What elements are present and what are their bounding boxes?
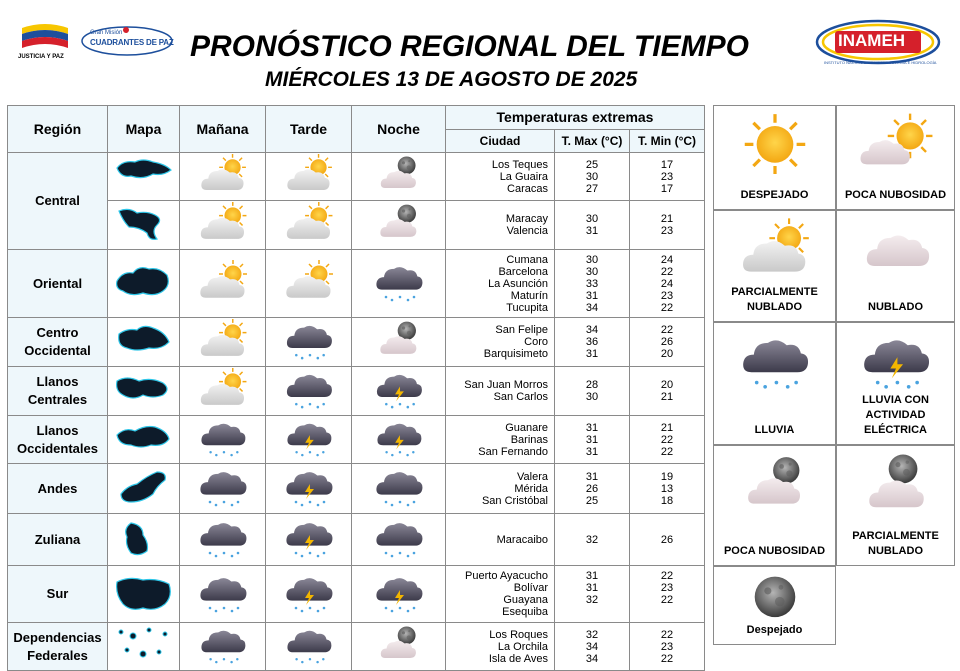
legend-label: POCA NUBOSIDAD (723, 545, 826, 557)
table-row (8, 514, 705, 566)
col-header-temps: Temperaturas extremas (446, 106, 705, 130)
col-header-region: Región (8, 106, 108, 153)
temp-min-value: 24 (660, 253, 674, 266)
city-name-value: La Asunción (488, 277, 548, 290)
temp-min (630, 464, 705, 514)
city-name (446, 318, 555, 367)
rain-cloud-icon (370, 546, 428, 563)
table-row (8, 318, 705, 367)
legend-item (713, 445, 836, 566)
temp-max-value: 34 (585, 640, 599, 653)
rain-cloud-icon (280, 348, 338, 365)
forecast-night-cell (352, 416, 446, 464)
city-name-value: Bolívar (513, 582, 548, 594)
temp-min (630, 367, 705, 416)
rain-cloud-icon (734, 329, 816, 396)
forecast-morning-cell (180, 201, 266, 250)
city-name-value: Barcelona (498, 265, 548, 278)
region-map (108, 464, 180, 514)
city-name-value: Maturín (510, 289, 548, 302)
col-header-city: Ciudad (446, 129, 555, 153)
city-name-value: San Fernando (478, 445, 548, 458)
rain-cloud-icon (194, 495, 252, 512)
region-name: Llanos Centrales (8, 367, 108, 416)
moon-cloud-icon (370, 348, 428, 365)
forecast-night-cell (352, 566, 446, 623)
temp-max-value: 34 (585, 652, 599, 665)
forecast-night-cell (352, 514, 446, 566)
col-header-afternoon: Tarde (266, 106, 352, 153)
temp-min-value: 22 (660, 594, 674, 606)
temp-min-value: 23 (660, 289, 674, 302)
temp-min (630, 250, 705, 318)
temp-min-value: 22 (660, 265, 674, 278)
moon-small-cloud-icon (855, 452, 937, 519)
table-row (8, 416, 705, 464)
region-name: Llanos Occidentales (8, 416, 108, 464)
temp-min-value: 21 (660, 421, 674, 434)
temp-min-value: 26 (660, 533, 674, 546)
partly-sunny-cloud-icon (194, 348, 252, 365)
city-name (446, 201, 555, 250)
temp-max-value: 31 (585, 570, 599, 582)
region-map (108, 416, 180, 464)
temp-min-value: 23 (660, 582, 674, 594)
region-name: Andes (8, 464, 108, 514)
city-name-value: Puerto Ayacucho (465, 570, 548, 582)
legend-label: PARCIALMENTE NUBLADO (731, 286, 818, 313)
temp-min-value: 21 (660, 213, 674, 225)
city-name-value: Valera (517, 470, 548, 483)
partly-sunny-cloud-icon (194, 182, 252, 199)
forecast-afternoon-cell (266, 367, 352, 416)
temp-min-value (630, 606, 704, 618)
temp-max-value: 31 (585, 421, 599, 434)
temp-max (555, 416, 630, 464)
forecast-night-cell (352, 250, 446, 318)
city-name-value: San Felipe (495, 324, 548, 336)
temp-max-value: 30 (585, 170, 599, 183)
temp-max-value: 30 (585, 391, 599, 403)
legend-item (713, 566, 836, 645)
temp-min (630, 318, 705, 367)
table-row (8, 367, 705, 416)
page-title: PRONÓSTICO REGIONAL DEL TIEMPO (190, 30, 749, 63)
city-name (446, 153, 555, 201)
rain-cloud-icon (280, 652, 338, 669)
forecast-afternoon-cell (266, 464, 352, 514)
forecast-night-cell (352, 623, 446, 671)
city-name-value: Guayana (503, 594, 548, 606)
region-name: Zuliana (8, 514, 108, 566)
legend-item (836, 210, 955, 322)
table-row (8, 623, 705, 671)
region-name: Central (8, 153, 108, 250)
temp-max-value: 34 (585, 301, 599, 314)
table-row (8, 250, 705, 318)
legend-item (836, 105, 955, 210)
storm-cloud-icon (370, 445, 428, 462)
temp-min (630, 416, 705, 464)
forecast-night-cell (352, 318, 446, 367)
page-date: MIÉRCOLES 13 DE AGOSTO DE 2025 (265, 68, 638, 91)
city-name-value: Guanare (505, 421, 548, 434)
temp-max-value: 31 (585, 433, 599, 446)
moon-cloud-icon (370, 231, 428, 248)
partly-sunny-cloud-icon (280, 231, 338, 248)
forecast-morning-cell (180, 623, 266, 671)
temp-max-value: 31 (585, 445, 599, 458)
city-name-value: La Orchila (497, 640, 548, 653)
temp-max-value: 30 (585, 213, 599, 225)
storm-cloud-icon (370, 601, 428, 618)
temp-min-value: 22 (660, 652, 674, 665)
region-name: Oriental (8, 250, 108, 318)
inameh-logo-text: INAMEH (838, 31, 906, 50)
legend-item (836, 322, 955, 445)
region-map (108, 566, 180, 623)
partly-sunny-cloud-icon (280, 290, 338, 307)
forecast-morning-cell (180, 514, 266, 566)
forecast-morning-cell (180, 318, 266, 367)
cloud-icon (855, 217, 937, 284)
temp-min-value: 17 (660, 182, 674, 195)
temp-min-value: 17 (660, 158, 674, 171)
forecast-morning-cell (180, 367, 266, 416)
partly-sunny-cloud-icon (734, 217, 816, 284)
temp-max-value: 25 (585, 494, 599, 507)
temp-max-value: 32 (585, 533, 599, 546)
city-name-value: Los Roques (489, 628, 548, 641)
temp-min (630, 153, 705, 201)
sun-icon (734, 112, 816, 179)
temp-max-value: 30 (585, 265, 599, 278)
partly-sunny-cloud-icon (194, 290, 252, 307)
forecast-morning-cell (180, 566, 266, 623)
legend-label: PARCIALMENTE NUBLADO (852, 530, 939, 557)
temp-min-value: 22 (660, 445, 674, 458)
temp-min-value: 18 (660, 494, 674, 507)
forecast-night-cell (352, 153, 446, 201)
city-name (446, 250, 555, 318)
temp-max-value: 32 (585, 594, 599, 606)
region-name: Dependencias Federales (8, 623, 108, 671)
forecast-afternoon-cell (266, 623, 352, 671)
city-name-value: Tucupita (506, 301, 548, 314)
forecast-afternoon-cell (266, 318, 352, 367)
region-map (108, 367, 180, 416)
storm-cloud-icon (280, 601, 338, 618)
region-map (108, 514, 180, 566)
storm-cloud-icon (280, 546, 338, 563)
storm-cloud-icon (280, 495, 338, 512)
table-row (8, 153, 705, 201)
temp-min-value: 22 (660, 628, 674, 641)
region-map (108, 250, 180, 318)
city-name (446, 464, 555, 514)
temp-max-value: 27 (585, 182, 599, 195)
city-name-value: Isla de Aves (488, 652, 548, 665)
temp-min-value: 23 (660, 225, 674, 237)
region-map (108, 318, 180, 367)
partly-sunny-cloud-icon (194, 397, 252, 414)
forecast-table (7, 105, 705, 671)
temp-max (555, 464, 630, 514)
legend-item (713, 105, 836, 210)
col-header-map: Mapa (108, 106, 180, 153)
temp-max (555, 514, 630, 566)
city-name (446, 416, 555, 464)
moon-cloud-icon (370, 182, 428, 199)
city-name (446, 623, 555, 671)
city-name-value: Cumana (506, 253, 548, 266)
temp-max (555, 250, 630, 318)
gran-mision-small: Gran Misión (90, 30, 123, 36)
forecast-morning-cell (180, 153, 266, 201)
temp-max-value: 31 (585, 348, 599, 360)
temp-max-value: 31 (585, 225, 599, 237)
venezuela-flag-logo (20, 22, 70, 52)
temp-max-value: 32 (585, 628, 599, 641)
temp-min-value: 23 (660, 640, 674, 653)
region-map (108, 153, 180, 201)
forecast-afternoon-cell (266, 416, 352, 464)
city-name-value: La Guaira (499, 170, 548, 183)
temp-max (555, 318, 630, 367)
region-name: Sur (8, 566, 108, 623)
city-name (446, 367, 555, 416)
legend-label: NUBLADO (868, 301, 923, 313)
temp-min-value: 22 (660, 301, 674, 314)
temp-max-value: 28 (585, 379, 599, 391)
city-name-value: San Cristóbal (481, 494, 548, 507)
forecast-afternoon-cell (266, 201, 352, 250)
temp-min-value: 24 (660, 277, 674, 290)
temp-min-value: 21 (660, 391, 674, 403)
justicia-paz-logo-text: JUSTICIA Y PAZ (18, 54, 64, 60)
rain-cloud-icon (370, 495, 428, 512)
partly-sunny-cloud-icon (194, 231, 252, 248)
region-map (108, 623, 180, 671)
city-name-value: Valencia (506, 225, 548, 237)
temp-min-value: 19 (660, 470, 674, 483)
temp-max-value: 26 (585, 482, 599, 495)
partly-sunny-cloud-icon (280, 182, 338, 199)
sun-small-cloud-icon (855, 112, 937, 179)
forecast-night-cell (352, 201, 446, 250)
forecast-morning-cell (180, 464, 266, 514)
forecast-morning-cell (180, 250, 266, 318)
temp-min (630, 201, 705, 250)
temp-max-value: 36 (585, 336, 599, 348)
temp-max-value: 31 (585, 289, 599, 302)
table-row (8, 464, 705, 514)
rain-cloud-icon (194, 445, 252, 462)
temp-min-value: 22 (660, 433, 674, 446)
temp-min-value: 26 (660, 336, 674, 348)
legend-item (713, 322, 836, 445)
storm-cloud-icon (280, 445, 338, 462)
temp-min (630, 514, 705, 566)
storm-cloud-icon (370, 397, 428, 414)
forecast-afternoon-cell (266, 514, 352, 566)
temp-min-value: 13 (660, 482, 674, 495)
temp-max-value (555, 606, 629, 618)
temp-max (555, 201, 630, 250)
region-name: Centro Occidental (8, 318, 108, 367)
temp-min (630, 623, 705, 671)
city-name-value: Los Teques (491, 158, 548, 171)
rain-cloud-icon (194, 601, 252, 618)
moon-cloud-icon (734, 452, 816, 519)
rain-cloud-icon (280, 397, 338, 414)
forecast-night-cell (352, 464, 446, 514)
temp-min-value: 23 (660, 170, 674, 183)
temp-max-value: 30 (585, 253, 599, 266)
city-name-value: San Juan Morros (464, 379, 548, 391)
col-header-morning: Mañana (180, 106, 266, 153)
storm-cloud-icon (855, 329, 937, 396)
temp-max-value: 25 (585, 158, 599, 171)
gran-mision-big: CUADRANTES DE PAZ (90, 38, 174, 47)
city-name (446, 514, 555, 566)
city-name-value: San Carlos (493, 391, 548, 403)
rain-cloud-icon (194, 546, 252, 563)
header (0, 0, 960, 100)
city-name (446, 566, 555, 623)
legend-label: DESPEJADO (740, 189, 809, 201)
temp-min-value: 22 (660, 570, 674, 582)
city-name-value: Mérida (514, 482, 548, 495)
legend-label: POCA NUBOSIDAD (844, 189, 947, 201)
temp-max (555, 367, 630, 416)
col-header-tmax: T. Max (°C) (555, 129, 630, 153)
temp-max-value: 33 (585, 277, 599, 290)
city-name-value: Maracay (505, 213, 548, 225)
forecast-morning-cell (180, 416, 266, 464)
legend-label: LLUVIA CON ACTIVIDAD ELÉCTRICA (862, 394, 929, 436)
moon-cloud-icon (370, 652, 428, 669)
table-row (8, 201, 705, 250)
temp-max-value: 34 (585, 324, 599, 336)
city-name-value: Coro (524, 336, 548, 348)
col-header-tmin: T. Min (°C) (630, 129, 705, 153)
temp-min (630, 566, 705, 623)
temp-max-value: 31 (585, 470, 599, 483)
legend-item (836, 445, 955, 566)
forecast-afternoon-cell (266, 566, 352, 623)
rain-cloud-icon (370, 290, 428, 307)
temp-max-value: 31 (585, 582, 599, 594)
table-row (8, 566, 705, 623)
city-name-value: Maracaibo (496, 533, 548, 546)
city-name-value: Esequiba (502, 606, 548, 618)
forecast-afternoon-cell (266, 250, 352, 318)
temp-max (555, 153, 630, 201)
forecast-night-cell (352, 367, 446, 416)
temp-max (555, 623, 630, 671)
temp-min-value: 22 (660, 324, 674, 336)
col-header-night: Noche (352, 106, 446, 153)
city-name-value: Barquisimeto (483, 348, 548, 360)
temp-max (555, 566, 630, 623)
temp-min-value: 20 (660, 379, 674, 391)
forecast-afternoon-cell (266, 153, 352, 201)
legend-item (713, 210, 836, 322)
moon-icon (742, 573, 808, 628)
region-map (108, 201, 180, 250)
legend-label: LLUVIA (754, 424, 795, 436)
city-name-value: Barinas (510, 433, 548, 446)
temp-min-value: 20 (660, 348, 674, 360)
rain-cloud-icon (194, 652, 252, 669)
inameh-logo-subtext: INSTITUTO NACIONAL DE METEOROLOGÍA E HIDROLOGÍA (824, 60, 937, 65)
legend-label: Despejado (746, 624, 803, 636)
city-name-value: Caracas (507, 182, 548, 195)
icon-legend (713, 105, 955, 645)
